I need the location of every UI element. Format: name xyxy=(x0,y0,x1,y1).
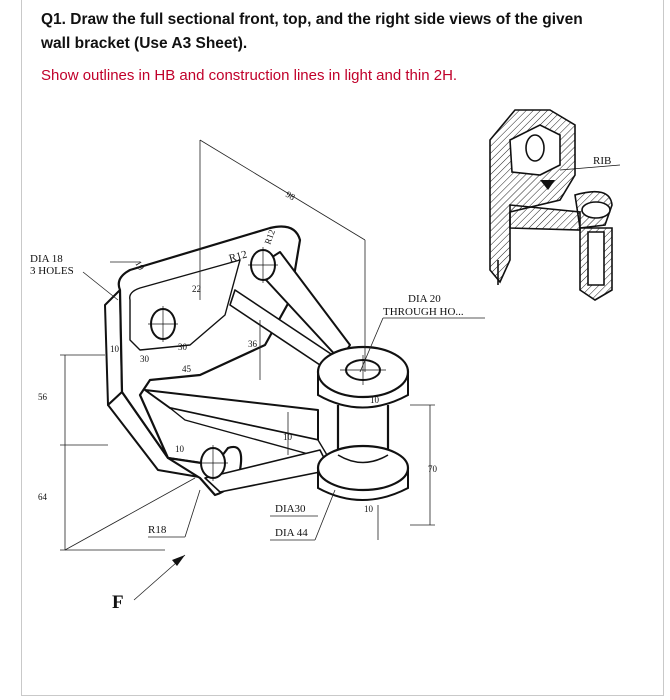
label-dia18-line1: DIA 18 xyxy=(30,253,63,265)
label-dia30: DIA30 xyxy=(275,503,306,515)
dim-10-f: 10 xyxy=(364,504,373,514)
dim-30-b: 30 xyxy=(140,354,149,364)
dim-r12-a: R12 xyxy=(227,248,249,265)
question-title: Q1. Draw the full sectional front, top, and the right side views of the given wall bracket (Use A3 Sheet). xyxy=(41,11,583,52)
label-dia44: DIA 44 xyxy=(275,527,308,539)
label-dia18-line2: 3 HOLES xyxy=(30,265,74,277)
dim-30-a: 30 xyxy=(178,342,187,352)
dim-70: 70 xyxy=(428,464,437,474)
dim-45: 45 xyxy=(182,364,191,374)
section-sketch xyxy=(490,110,612,300)
question-instruction: Show outlines in HB and construction lines in light and thin 2H. xyxy=(41,67,458,84)
dim-10-e: 10 xyxy=(370,395,379,405)
label-dia20-line2: THROUGH HO... xyxy=(383,306,464,318)
dim-56: 56 xyxy=(38,392,47,402)
cylinder-hub xyxy=(318,347,408,500)
dim-r12-b: R12 xyxy=(262,228,278,246)
dim-10-b: 10 xyxy=(110,344,119,354)
dim-10-a: 10 xyxy=(133,259,147,272)
label-view-f: F xyxy=(112,592,124,613)
label-r18: R18 xyxy=(148,524,167,536)
dim-22: 22 xyxy=(192,284,201,294)
dim-98: 98 xyxy=(284,189,297,203)
label-rib: RIB xyxy=(593,155,612,167)
dim-10-d: 10 xyxy=(283,432,292,442)
label-dia20-line1: DIA 20 xyxy=(408,293,441,305)
dim-36: 36 xyxy=(248,339,257,349)
dim-64: 64 xyxy=(38,492,47,502)
dim-10-c: 10 xyxy=(175,444,184,454)
